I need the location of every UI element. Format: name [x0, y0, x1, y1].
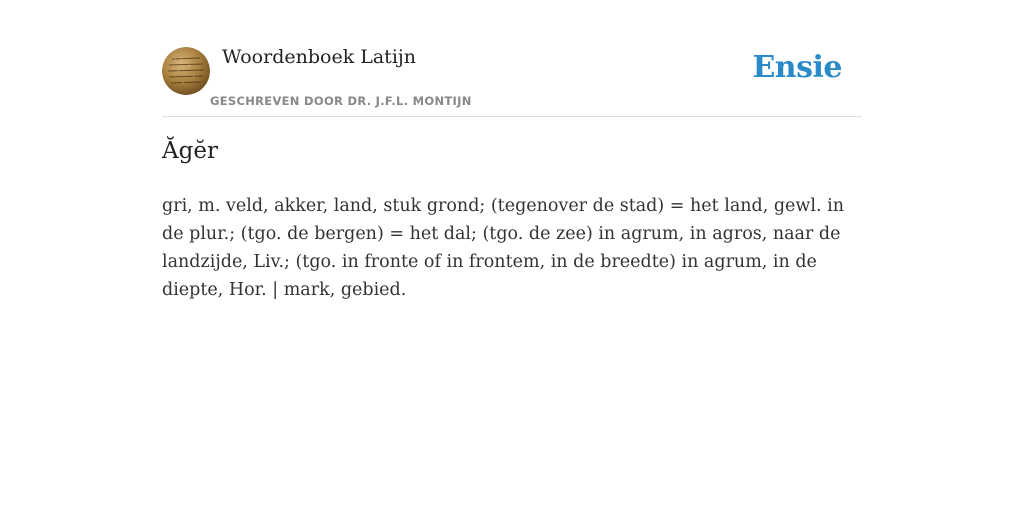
brand-logo-link[interactable]: Ensie — [752, 50, 842, 85]
author-byline: GESCHREVEN DOOR DR. J.F.L. MONTIJN — [210, 94, 472, 108]
entry-headword: Ăgĕr — [162, 138, 218, 164]
dictionary-title[interactable]: Woordenboek Latijn — [222, 46, 417, 68]
entry-definition: gri, m. veld, akker, land, stuk grond; (tegenover de stad) = het land, gewl. in de plur.; (tgo. de bergen) = het dal; (tgo. de zee) in agrum, in agros, naar de landzijde, Liv.; (tgo. in fronte of in frontem, in de breedte) in agrum, in de diepte, Hor. | mark, gebied. — [162, 196, 844, 300]
latin-inscription-coin-icon[interactable] — [162, 47, 210, 95]
header — [162, 40, 862, 117]
